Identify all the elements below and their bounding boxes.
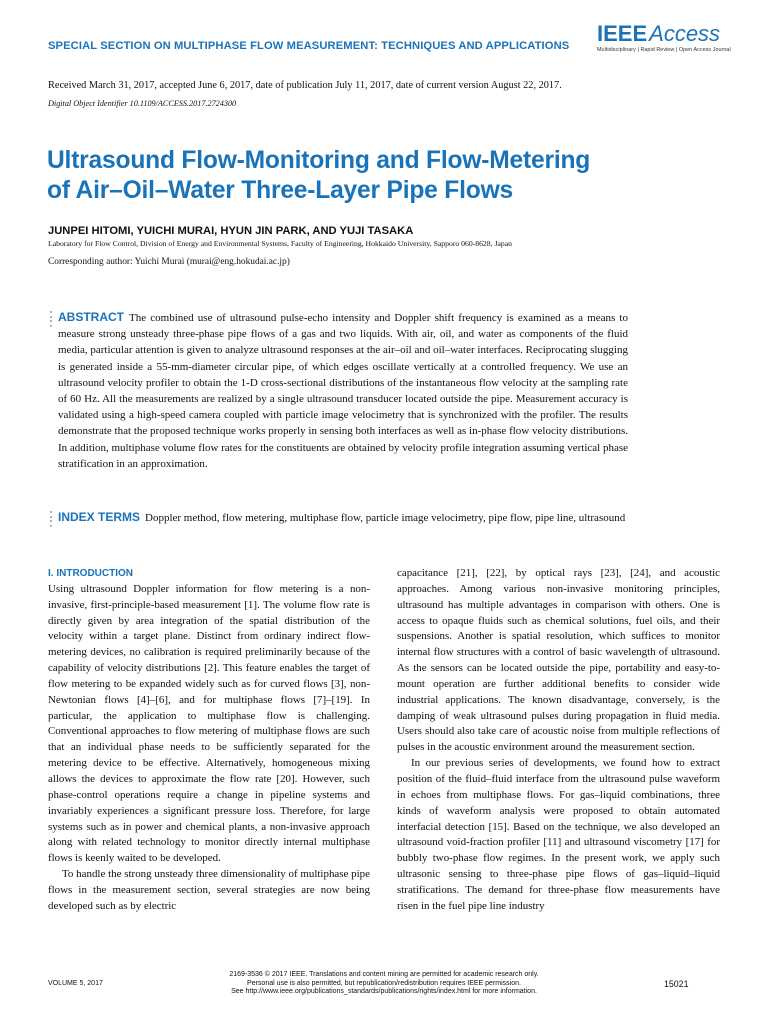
- title-line-2: of Air–Oil–Water Three-Layer Pipe Flows: [47, 177, 513, 204]
- body-right-column: [397, 566, 720, 915]
- received-dates: Received March 31, 2017, accepted June 6, 2017, date of publication July 11, 2017, date of current version August 22, 2017.: [48, 80, 562, 91]
- page-number: 15021: [664, 979, 689, 989]
- doi-line: Digital Object Identifier 10.1109/ACCESS.2017.2724300: [48, 99, 237, 108]
- section-heading-introduction: I. INTRODUCTION: [48, 568, 133, 579]
- paragraph: capacitance [21], [22], by optical rays [23], [24], and acoustic approaches. Among various non-invasive monitoring principles, ultrasound has multiple advantages in comparison with others. One is access to opaque fluids such as chemical solutions, fuel oils, and their suspensions. Another is spatial resolution, which suffices to monitor internal flow structures with a control of basic wavelength of ultrasound. As the sensors can be located outside the pipe, portability and easy-to-mount operation are further additional benefits to consider wide industrial applications. The known disadvantage, conversely, is the damping of weak ultrasound pulses during propagation in fluid media. Users should also take care of acoustic noise from multiple reflections of pulses in the acoustic environment around the measurement section.: [397, 567, 720, 754]
- copyright-line: See http://www.ieee.org/publications_standards/publications/rights/index.html for more information.: [231, 988, 537, 996]
- logo-tagline: Multidisciplinary | Rapid Review | Open Access Journal: [597, 47, 731, 53]
- title-line-1: Ultrasound Flow-Monitoring and Flow-Metering: [47, 147, 591, 174]
- abstract-text: The combined use of ultrasound pulse-echo intensity and Doppler shift frequency is examined as a means to measure strong unsteady three-phase pipe flows of a gas and two liquids. With air, oil, and water as components of the fluid media, particular attention is given to analyze ultrasound responses at the air–oil and oil–water interfaces. Reciprocating slugging is generated inside a 55-mm-diameter circular pipe, of which edges oscillate vertically at a controlled frequency. We use an ultrasound velocity profiler to obtain the 1-D cross-sectional distributions of the instantaneous flow velocity at the sampling rate of 60 Hz. All the measurements are realized by a single ultrasound transducer located outside the pipe. Measurement accuracy is validated using a high-speed camera coupled with particle image velocimetry that is synchronized with the profiler. The results demonstrate that the proposed technique works properly in sensing both interfaces as well as in-phase flow velocity distributions. In addition, multiphase volume flow rates for the constituents are obtained by velocity profile integration assuming vertical phase stratification in an approximation.: [58, 312, 629, 470]
- copyright-line: 2169-3536 © 2017 IEEE. Translations and content mining are permitted for academic research only.: [229, 971, 539, 978]
- copyright-notice: [180, 971, 588, 997]
- logo-access-text: Access: [649, 21, 721, 46]
- index-terms-heading: INDEX TERMS: [58, 510, 141, 524]
- paragraph: To handle the strong unsteady three dimensionality of multiphase pipe flows in the measurement section, several strategies are now being developed such as by electric: [48, 868, 370, 912]
- ieee-access-logo: [597, 21, 731, 53]
- index-terms-dots-icon: [48, 511, 54, 529]
- paragraph: Using ultrasound Doppler information for flow metering is a non-invasive, first-principle-based measurement [1]. The volume flow rate is directly given by area integration of the spatial distribution of the velocity within a target plane. Distinct from ordinary indirect flow-metering devices, no calibration is required preliminarily because of the capability of velocity distributions [2]. This feature enables the target of flow metering to be expanded widely such as for curved flows [3], non-Newtonian flows [4]–[6], and for multiphase flows [7]–[19]. In particular, the application to multiphase flow is challenging. Conventional approaches to flow metering of multiphase flows are such that an individual phase needs to be sufficiently separated for the metering device to be effective. Alternatively, homogeneous mixing allows the devices to approximate the flow rate [20]. However, such phase-control operations require a change in pipeline systems and invariably experiences a significant pressure loss. Therefore, for large systems such as in power and chemical plants, a non-invasive approach along with related technology to monitor directly internal multiphase flows is keenly waited to be developed.: [48, 582, 370, 865]
- affiliation: Laboratory for Flow Control, Division of Energy and Environmental Systems, Faculty of Engineering, Hokkaido University, Sapporo 060-8628, Japan: [48, 239, 512, 248]
- abstract-dots-icon: [48, 311, 54, 329]
- paragraph: In our previous series of developments, we found how to extract position of the fluid–fluid interface from the ultrasound pulse waveform in echoes from multiphase flows. For gas–liquid combinations, three kinds of waveform analysis were proposed to obtain automated interfacial detection [15]. Based on the technique, we also developed an ultrasound void-fraction profiler [11] and ultrasound viscometry [17] for bubbly two-phase flow regimes. In the present work, we apply such ultrasonic sensing to three-phase pipe flows of gas–liquid–liquid stratifications. The demand for three-phase flow measurements have risen in the fuel pipe line industry: [397, 757, 720, 912]
- logo-ieee-text: IEEE: [597, 21, 648, 46]
- paper-title: [47, 146, 667, 206]
- abstract-block: [58, 309, 628, 472]
- abstract-heading: ABSTRACT: [58, 310, 124, 324]
- body-left-column: [48, 566, 370, 915]
- author-list: JUNPEI HITOMI, YUICHI MURAI, HYUN JIN PARK, AND YUJI TASAKA: [48, 225, 414, 237]
- index-terms-text: Doppler method, flow metering, multiphase flow, particle image velocimetry, pipe flow, pipe line, ultrasound: [145, 512, 626, 524]
- index-terms-block: [58, 509, 628, 526]
- corresponding-author: Corresponding author: Yuichi Murai (murai@eng.hokudai.ac.jp): [48, 257, 290, 267]
- copyright-line: Personal use is also permitted, but republication/redistribution requires IEEE permission.: [247, 979, 521, 987]
- volume-label: VOLUME 5, 2017: [48, 980, 103, 987]
- section-banner: SPECIAL SECTION ON MULTIPHASE FLOW MEASUREMENT: TECHNIQUES AND APPLICATIONS: [48, 40, 570, 52]
